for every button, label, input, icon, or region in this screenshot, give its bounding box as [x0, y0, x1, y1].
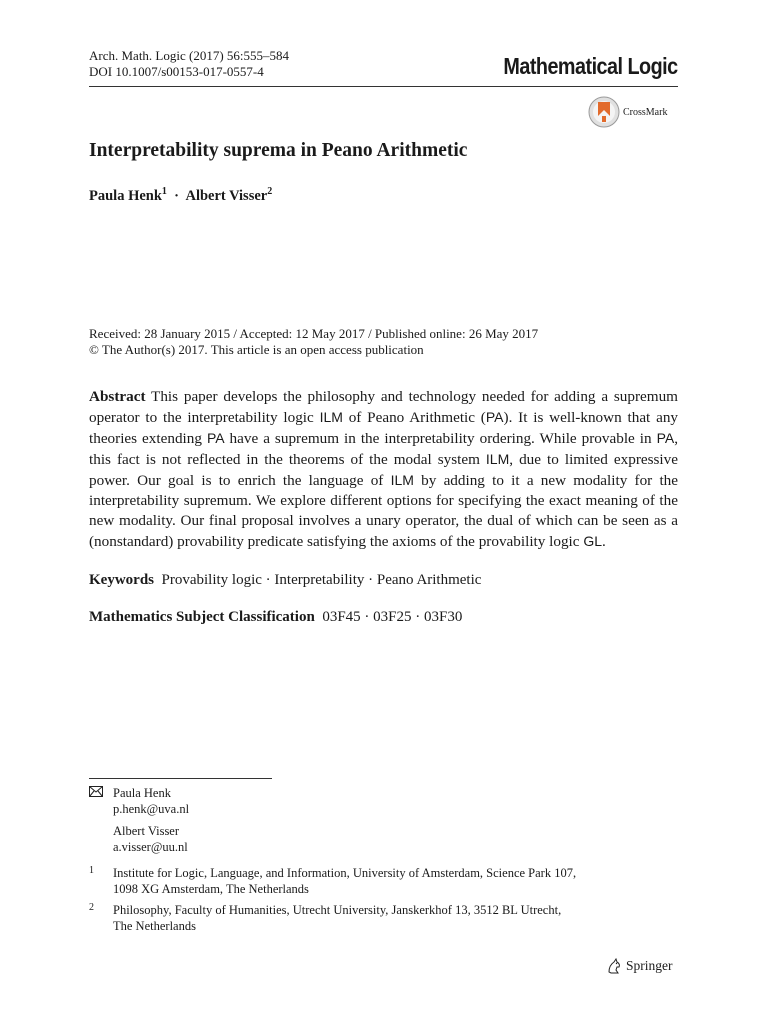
citation: Arch. Math. Logic (2017) 56:555–584 — [89, 48, 290, 63]
doi: DOI 10.1007/s00153-017-0557-4 — [89, 64, 264, 79]
springer-horse-icon — [606, 958, 622, 974]
contact-email[interactable]: a.visser@uu.nl — [113, 840, 188, 854]
abstract-text: ). It is well-known that any theories extending — [89, 409, 679, 447]
affiliation — [89, 865, 576, 897]
abstract-text: This paper develops the philosophy and technology needed for adding a supremum operator to the interpretability logic — [89, 388, 678, 426]
crossmark-label: CrossMark — [623, 106, 668, 118]
contact-block — [89, 785, 189, 855]
author-separator: · — [174, 187, 180, 204]
author-affiliation-mark: 2 — [267, 186, 273, 197]
copyright-line: © The Author(s) 2017. This article is an open access publication — [89, 342, 424, 357]
abstract-text: of Peano Arithmetic ( — [342, 409, 486, 426]
abstract-text: , this fact is not reflected in the theorems of the modal system — [89, 430, 678, 468]
affiliation-number: 1 — [89, 865, 94, 876]
affiliation-line: 1098 XG Amsterdam, The Netherlands — [113, 882, 309, 896]
contact-name: Paula Henk — [113, 786, 171, 800]
author-name: Albert Visser — [185, 187, 268, 204]
abstract — [89, 387, 678, 552]
affiliation-line: Institute for Logic, Language, and Information, University of Amsterdam, Science Park 107, — [113, 866, 577, 880]
affiliation-line: The Netherlands — [113, 919, 196, 933]
msc-heading: Mathematics Subject Classification — [89, 609, 315, 625]
footnote-rule — [89, 778, 272, 779]
abstract-text: by adding to it a new modality for the interpretability supremum. We explore different options for specifying the exact meaning of the new modality. Our final proposal involves a unary operator, the dual of which can be seen as a (nonstandard) provability predicate satisfying the axioms of the provability logic — [89, 472, 679, 550]
abstract-term: ILM — [319, 409, 343, 425]
abstract-text: . — [602, 533, 606, 550]
paper-title: Interpretability suprema in Peano Arithmetic — [89, 140, 468, 161]
envelope-icon — [89, 786, 103, 797]
contact-name: Albert Visser — [113, 824, 180, 838]
publisher-name: Springer — [626, 958, 673, 973]
citation-block — [89, 48, 289, 80]
crossmark-badge[interactable] — [588, 96, 667, 128]
affiliation-number: 2 — [89, 902, 94, 913]
subject-classification — [89, 609, 462, 626]
abstract-term: PA — [485, 409, 504, 425]
affiliation-line: Philosophy, Faculty of Humanities, Utrecht University, Janskerkhof 13, 3512 BL Utrecht, — [113, 903, 562, 917]
abstract-term: PA — [656, 430, 675, 446]
keywords — [89, 572, 481, 589]
keywords-text: Provability logic · Interpretability · Peano Arithmetic — [161, 572, 482, 588]
journal-name: Mathematical Logic — [503, 53, 678, 79]
abstract-text: have a supremum in the interpretability ordering. While provable in — [224, 430, 657, 447]
abstract-text: , due to limited expressive power. Our goal is to enrich the language of — [89, 451, 678, 489]
keywords-heading: Keywords — [89, 572, 154, 588]
msc-codes: 03F45 · 03F25 · 03F30 — [322, 609, 463, 625]
author-list — [89, 186, 272, 205]
abstract-heading: Abstract — [89, 388, 146, 405]
header-rule — [89, 86, 678, 87]
crossmark-icon — [588, 96, 620, 128]
abstract-term: ILM — [485, 451, 510, 467]
abstract-term: PA — [206, 430, 225, 446]
author-affiliation-mark: 1 — [161, 186, 167, 197]
contact-email[interactable]: p.henk@uva.nl — [113, 802, 190, 816]
publisher-logo — [606, 958, 673, 974]
history-dates: Received: 28 January 2015 / Accepted: 12 May 2017 / Published online: 26 May 2017 — [89, 326, 539, 341]
affiliation — [89, 902, 561, 934]
publication-history — [89, 326, 538, 358]
abstract-term: ILM — [390, 472, 414, 488]
author-name: Paula Henk — [89, 187, 162, 204]
abstract-term: GL — [583, 533, 603, 549]
